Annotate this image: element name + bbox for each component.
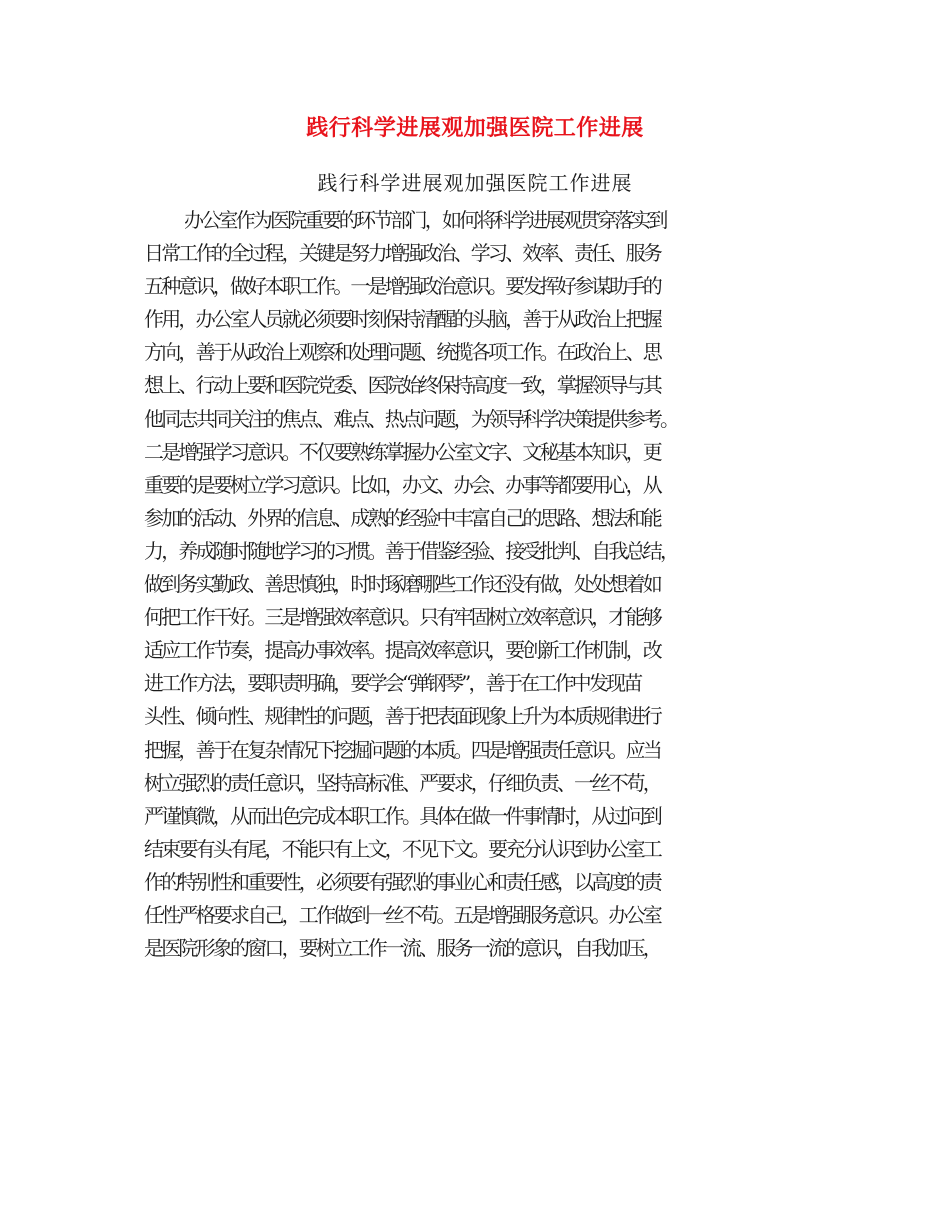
body-line: 树立强烈的责任意识，坚持高标准、严要求，仔细负责、一丝不苟，	[144, 770, 660, 795]
body-line: 办公室作为医院重要的环节部门，如何将科学进展观贯穿落实到	[184, 208, 666, 232]
body-line: 重要的是要树立学习意识。比如，办文、办会、办事等都要用心，从	[144, 472, 660, 497]
document-title: 践行科学进展观加强医院工作进展	[306, 116, 644, 141]
body-line: 结束要有头有尾，不能只有上文，不见下文。要充分认识到办公室工	[144, 836, 660, 861]
body-line: 日常工作的全过程，关键是努力增强政治、学习、效率、责任、服务	[144, 241, 660, 266]
document-body	[0, 204, 950, 965]
body-line: 作用，办公室人员就必须要时刻保持清醒的头脑，善于从政治上把握	[144, 307, 660, 332]
body-line: 方向，善于从政治上观察和处理问题、统揽各项工作。在政治上、思	[144, 340, 660, 365]
body-line: 二是增强学习意识。不仅要熟练掌握办公室文字、文秘基本知识，更	[144, 439, 660, 464]
body-line: 把握，善于在复杂情况下挖掘问题的本质。四是增强责任意识。应当	[144, 737, 660, 762]
body-line: 严谨慎微，从而出色完成本职工作。具体在做一件事情时，从过问到	[144, 803, 660, 828]
body-line: 想上、行动上要和医院党委、医院始终保持高度一致，掌握领导与其	[144, 373, 660, 398]
body-line: 五种意识，做好本职工作。一是增强政治意识。要发挥好参谋助手的	[144, 274, 660, 299]
body-line: 做到务实勤政、善思慎独，时时琢磨哪些工作还没有做，处处想着如	[144, 572, 660, 597]
body-line: 参加的活动、外界的信息、成熟的经验中丰富自己的思路、想法和能	[144, 505, 660, 530]
body-line: 何把工作干好。三是增强效率意识。只有牢固树立效率意识，才能够	[144, 605, 660, 630]
body-line: 头性、倾向性、规律性的问题，善于把表面现象上升为本质规律进行	[144, 704, 660, 729]
body-line: 他同志共同关注的焦点、难点、热点问题，为领导科学决策提供参考。	[144, 406, 678, 431]
body-line: 任性严格要求自己，工作做到一丝不苟。五是增强服务意识。办公室	[144, 902, 660, 927]
body-line: 作的特别性和重要性，必须要有强烈的事业心和责任感，以高度的责	[144, 869, 660, 894]
body-line: 适应工作节奏，提高办事效率。提高效率意识，要创新工作机制，改	[144, 638, 660, 663]
document-subtitle: 践行科学进展观加强医院工作进展	[317, 171, 633, 195]
body-line: 进工作方法，要职责明确，要学会“弹钢琴”，善于在工作中发现苗	[144, 671, 641, 696]
body-line: 是医院形象的窗口，要树立工作一流、服务一流的意识，自我加压，	[144, 936, 660, 961]
body-line: 力，养成随时随地学习的习惯。善于借鉴经验、接受批判、自我总结，	[144, 538, 678, 563]
